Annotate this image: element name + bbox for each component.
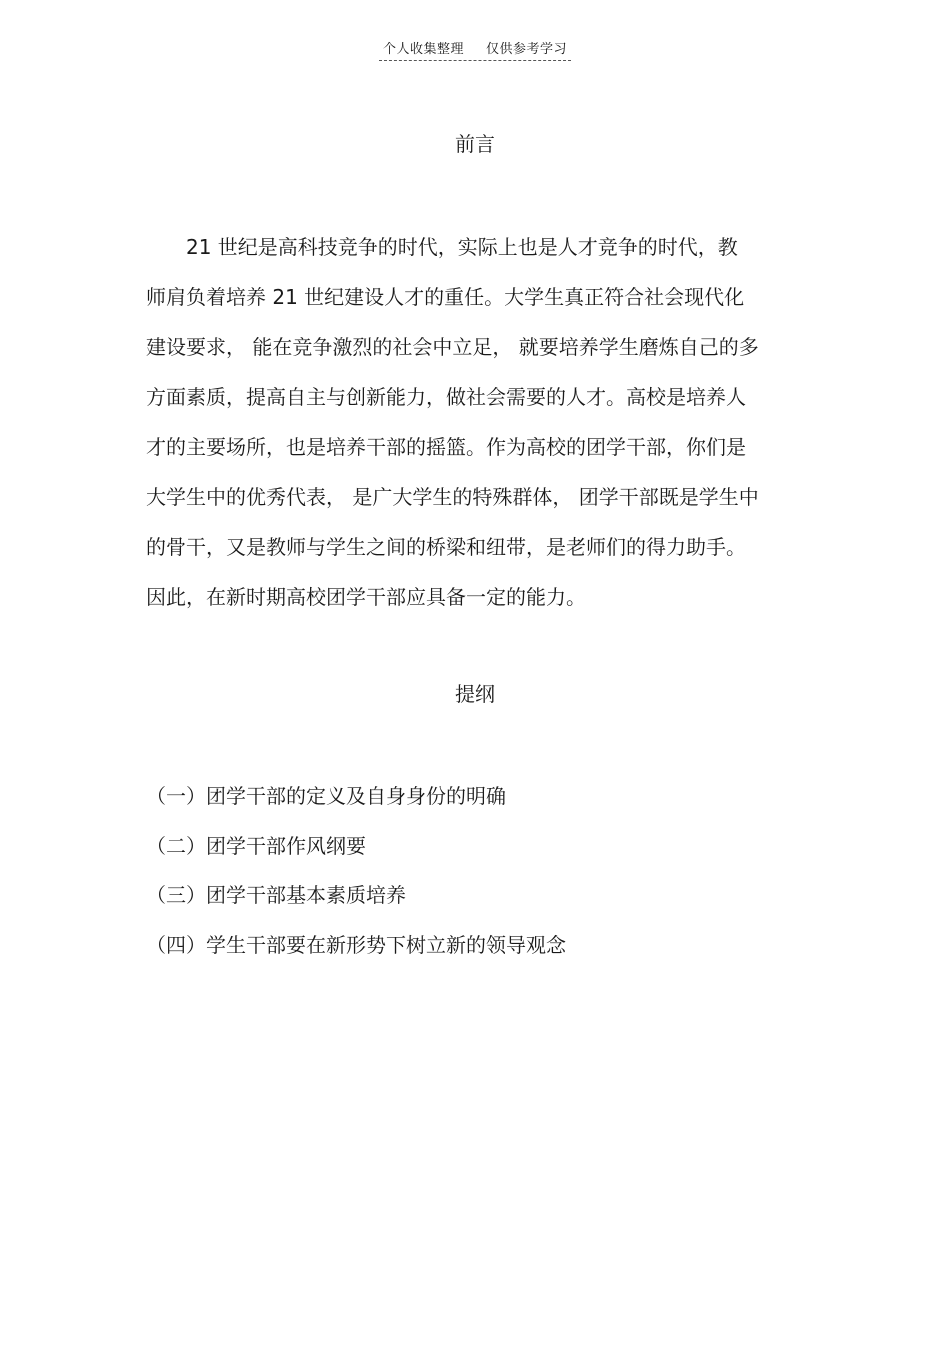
preface-line: 因此，在新时期高校团学干部应具备一定的能力。 <box>146 585 586 609</box>
outline-item: （四）学生干部要在新形势下树立新的领导观念 <box>146 932 566 957</box>
preface-title: 前言 <box>455 132 495 156</box>
header-underline <box>379 38 571 61</box>
preface-line: 建设要求， 能在竞争激烈的社会中立足， 就要培养学生磨炼自己的多 <box>146 335 759 359</box>
outline-item: （三）团学干部基本素质培养 <box>146 883 406 907</box>
page-header <box>0 38 950 61</box>
outline-list <box>146 772 806 970</box>
preface-line: 师肩负着培养 21 世纪建设人才的重任。大学生真正符合社会现代化 <box>146 285 745 309</box>
outline-title: 提纲 <box>455 682 495 706</box>
preface-line: 才的主要场所，也是培养干部的摇篮。作为高校的团学干部，你们是 <box>146 435 746 459</box>
preface-body <box>146 222 806 622</box>
preface-line: 大学生中的优秀代表， 是广大学生的特殊群体， 团学干部既是学生中 <box>146 485 759 509</box>
header-left-text: 个人收集整理 <box>382 42 464 57</box>
preface-line: 的骨干，又是教师与学生之间的桥梁和纽带，是老师们的得力助手。 <box>146 535 746 559</box>
preface-line: 21 世纪是高科技竞争的时代，实际上也是人才竞争的时代，教 <box>186 235 738 259</box>
header-right-text: 仅供参考学习 <box>486 42 568 57</box>
preface-line: 方面素质，提高自主与创新能力，做社会需要的人才。高校是培养人 <box>146 385 746 409</box>
outline-item: （一）团学干部的定义及自身身份的明确 <box>146 784 506 808</box>
outline-item: （二）团学干部作风纲要 <box>146 833 366 858</box>
